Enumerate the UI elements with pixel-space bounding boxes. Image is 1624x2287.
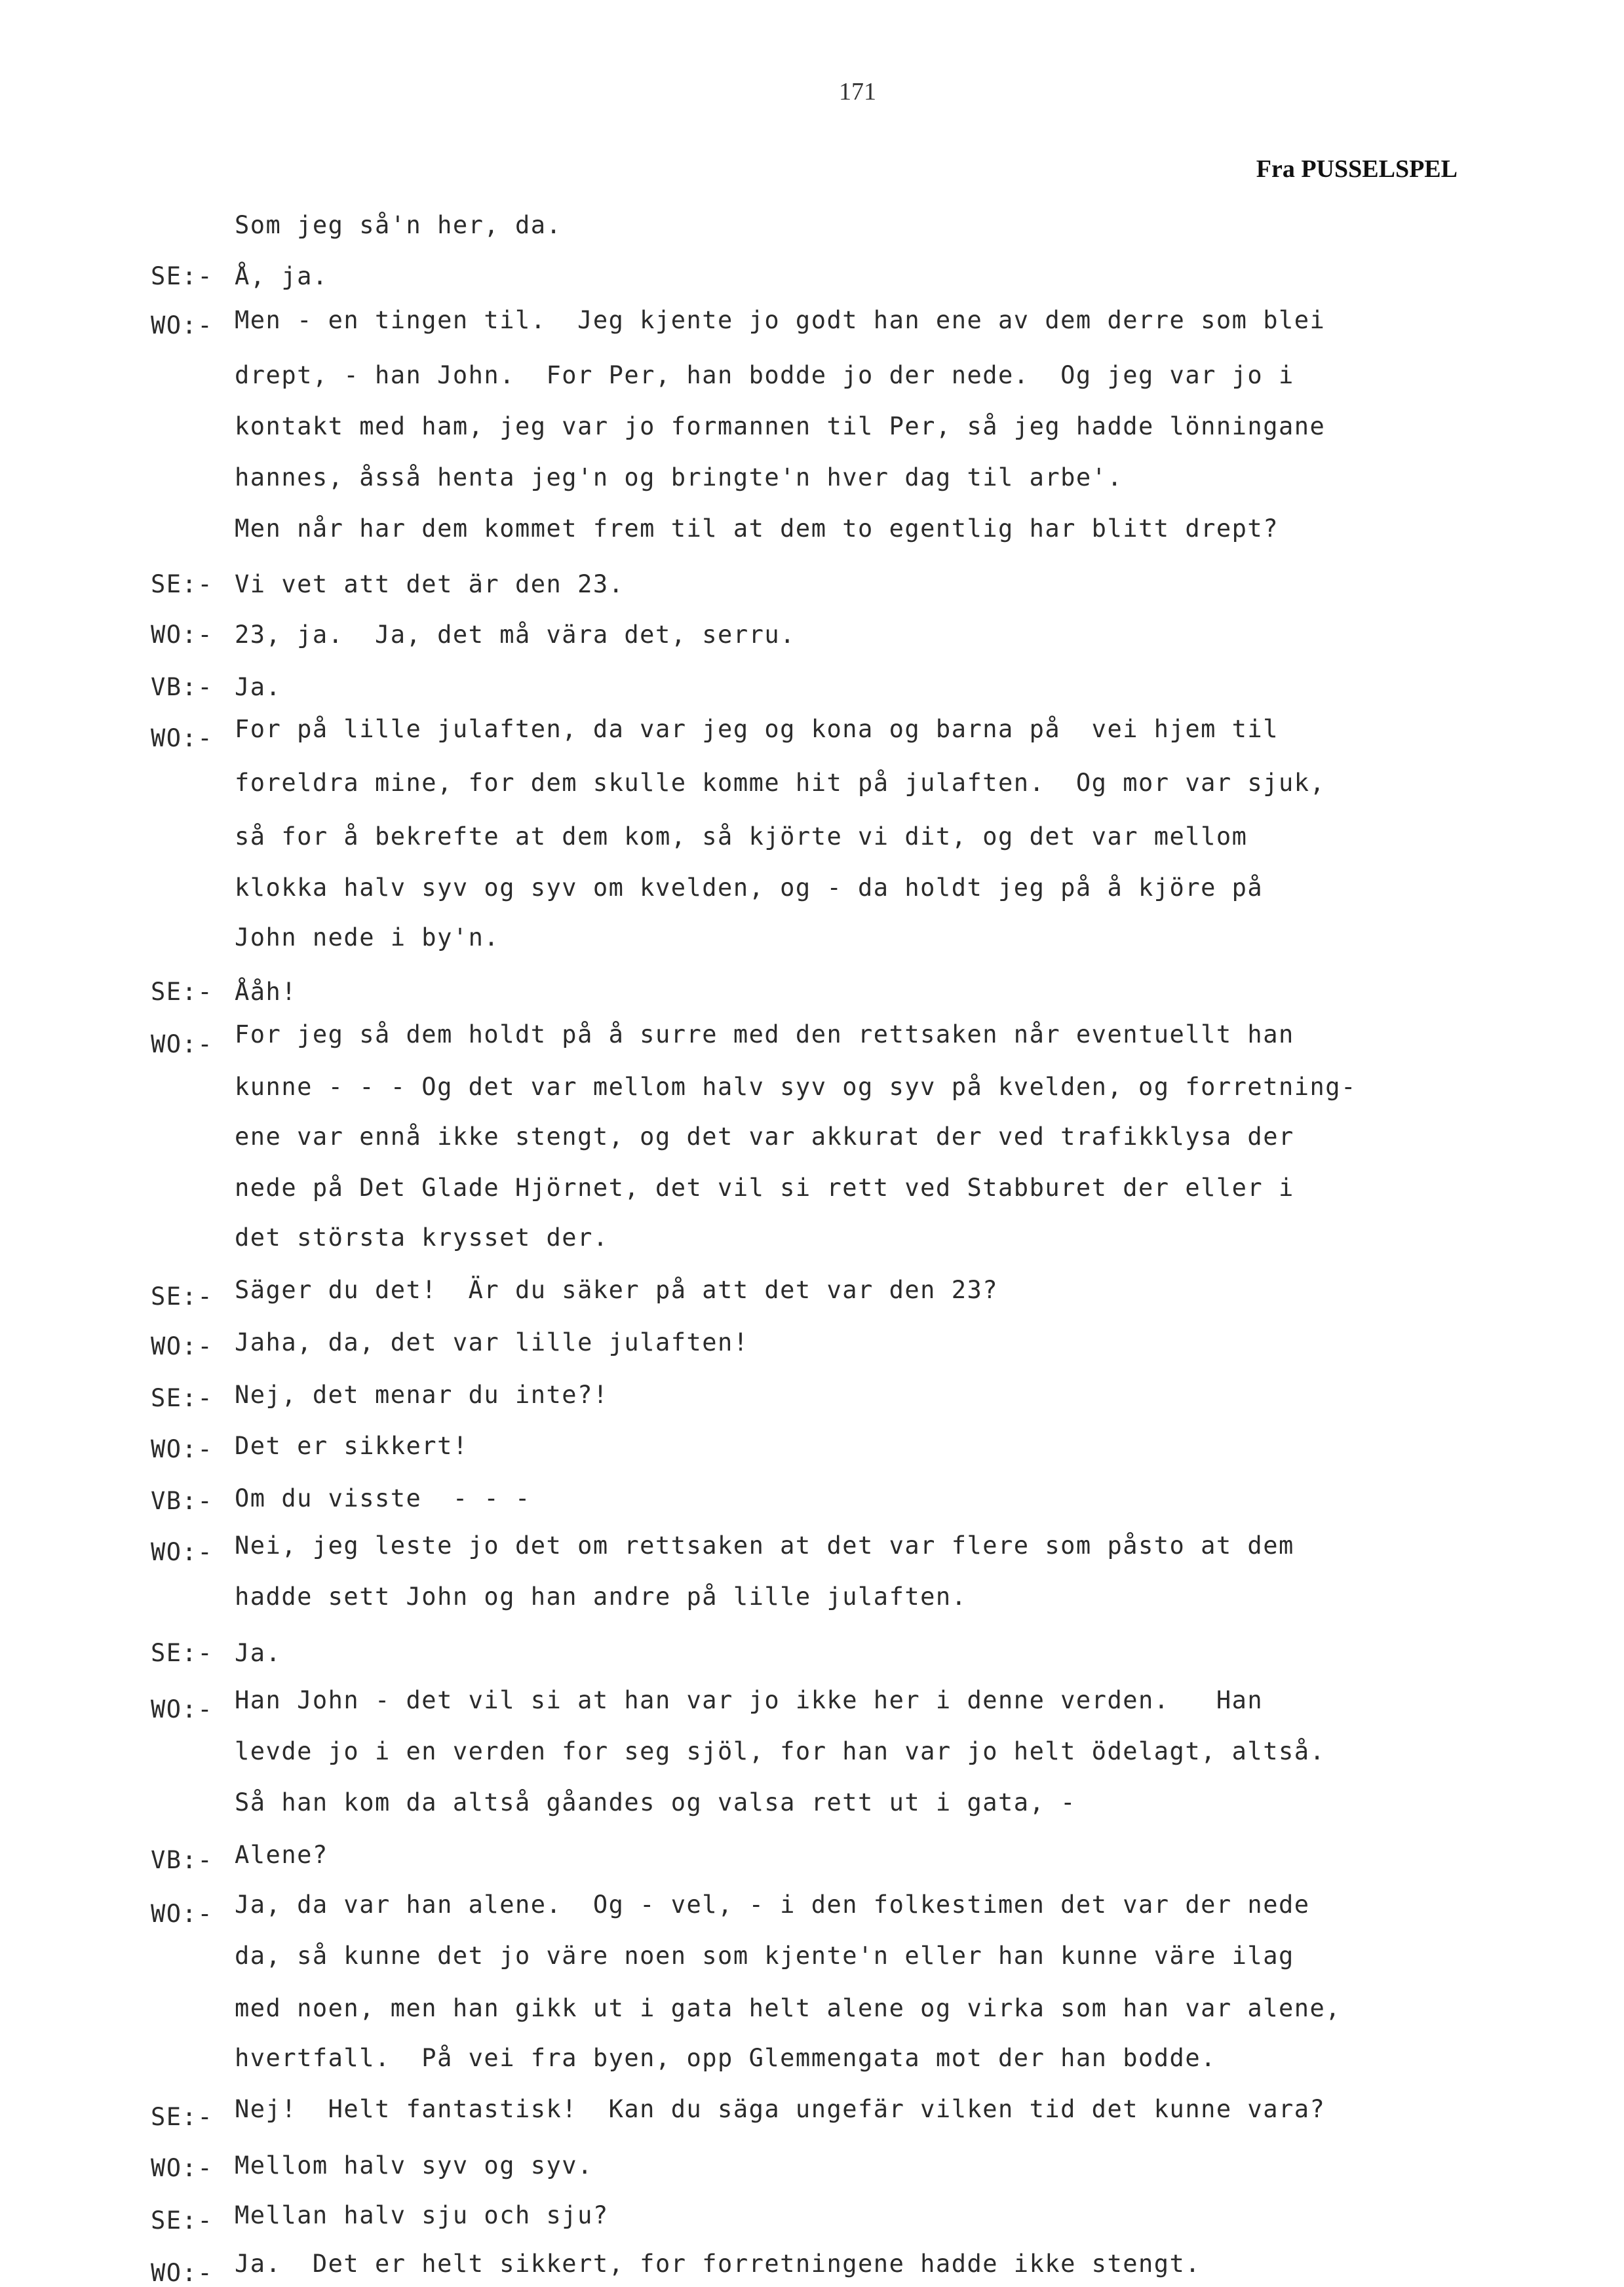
transcript-line: Mellom halv syv og syv. <box>235 2151 593 2180</box>
transcript-line: Alene? <box>235 1841 328 1869</box>
transcript-line: det största krysset der. <box>235 1223 609 1252</box>
transcript-line: Säger du det! Är du säker på att det var den 23? <box>235 1276 999 1304</box>
transcript-line: Om du visste - - - <box>235 1484 531 1512</box>
transcript-line: hadde sett John og han andre på lille julaften. <box>235 1583 967 1611</box>
transcript-line: kontakt med ham, jeg var jo formannen til Per, så jeg hadde lönningane <box>235 412 1326 440</box>
page-number: 171 <box>839 78 876 106</box>
transcript-line: Mellan halv sju och sju? <box>235 2201 609 2229</box>
speaker-label: WO:- <box>151 1435 214 1463</box>
transcript-line: Så han kom da altså gåandes og valsa rett ut i gata, - <box>235 1788 1076 1816</box>
transcript-line: For på lille julaften, da var jeg og kona og barna på vei hjem til <box>235 715 1279 743</box>
transcript-line: klokka halv syv og syv om kvelden, og - da holdt jeg på å kjöre på <box>235 874 1264 902</box>
speaker-label: WO:- <box>151 1030 214 1058</box>
transcript-line: Det er sikkert! <box>235 1432 469 1460</box>
transcript-line: John nede i by'n. <box>235 923 500 951</box>
header-title: Fra PUSSELSPEL <box>1256 155 1458 183</box>
speaker-label: VB:- <box>151 673 214 701</box>
transcript-line: Nej, det menar du inte?! <box>235 1381 609 1409</box>
speaker-label: WO:- <box>151 621 214 649</box>
transcript-line: kunne - - - Og det var mellom halv syv og syv på kvelden, og forretning- <box>235 1073 1357 1101</box>
speaker-label: SE:- <box>151 1384 214 1412</box>
transcript-line: Vi vet att det är den 23. <box>235 570 625 598</box>
speaker-label: SE:- <box>151 2103 214 2131</box>
speaker-label: WO:- <box>151 2154 214 2182</box>
speaker-label: WO:- <box>151 1538 214 1566</box>
transcript-line: levde jo i en verden for seg sjöl, for han var jo helt ödelagt, altså. <box>235 1737 1326 1765</box>
transcript-line: Ja. <box>235 673 282 701</box>
speaker-label: SE:- <box>151 2206 214 2235</box>
transcript-line: hannes, åsså henta jeg'n og bringte'n hver dag til arbe'. <box>235 463 1123 491</box>
speaker-label: SE:- <box>151 570 214 598</box>
transcript-line: For jeg så dem holdt på å surre med den rettsaken når eventuellt han <box>235 1020 1294 1048</box>
transcript-line: Nei, jeg leste jo det om rettsaken at det var flere som påsto at dem <box>235 1531 1294 1560</box>
speaker-label: VB:- <box>151 1487 214 1515</box>
transcript-line: 23, ja. Ja, det må vära det, serru. <box>235 621 796 649</box>
transcript-line: så for å bekrefte at dem kom, så kjörte vi dit, og det var mellom <box>235 822 1248 851</box>
speaker-label: WO:- <box>151 1900 214 1928</box>
speaker-label: WO:- <box>151 2259 214 2287</box>
speaker-label: SE:- <box>151 262 214 290</box>
speaker-label: WO:- <box>151 1695 214 1723</box>
transcript-line: med noen, men han gikk ut i gata helt alene og virka som han var alene, <box>235 1994 1342 2022</box>
speaker-label: SE:- <box>151 1639 214 1667</box>
transcript-line: Men når har dem kommet frem til at dem to egentlig har blitt drept? <box>235 514 1279 543</box>
transcript-line: Ååh! <box>235 978 298 1006</box>
speaker-label: WO:- <box>151 724 214 752</box>
transcript-line: da, så kunne det jo väre noen som kjente'n eller han kunne väre ilag <box>235 1942 1294 1970</box>
transcript-line: Han John - det vil si at han var jo ikke her i denne verden. Han <box>235 1686 1264 1714</box>
transcript-line: Men - en tingen til. Jeg kjente jo godt han ene av dem derre som blei <box>235 306 1326 334</box>
transcript-line: Ja. Det er helt sikkert, for forretningene hadde ikke stengt. <box>235 2250 1201 2278</box>
transcript-line: nede på Det Glade Hjörnet, det vil si rett ved Stabburet der eller i <box>235 1174 1294 1202</box>
speaker-label: WO:- <box>151 311 214 339</box>
transcript-line: Nej! Helt fantastisk! Kan du säga ungefär vilken tid det kunne vara? <box>235 2095 1326 2123</box>
speaker-label: WO:- <box>151 1332 214 1360</box>
transcript-line: Som jeg så'n her, da. <box>235 211 562 239</box>
transcript-line: ene var ennå ikke stengt, og det var akkurat der ved trafikklysa der <box>235 1123 1294 1151</box>
transcript-line: hvertfall. På vei fra byen, opp Glemmengata mot der han bodde. <box>235 2044 1216 2072</box>
transcript-line: Ja. <box>235 1639 282 1667</box>
transcript-line: foreldra mine, for dem skulle komme hit på julaften. Og mor var sjuk, <box>235 769 1326 797</box>
transcript-line: Jaha, da, det var lille julaften! <box>235 1328 749 1356</box>
transcript-line: Å, ja. <box>235 262 328 290</box>
transcript-line: Ja, da var han alene. Og - vel, - i den folkestimen det var der nede <box>235 1891 1310 1919</box>
speaker-label: SE:- <box>151 1282 214 1311</box>
speaker-label: VB:- <box>151 1846 214 1874</box>
speaker-label: SE:- <box>151 978 214 1006</box>
transcript-line: drept, - han John. For Per, han bodde jo der nede. Og jeg var jo i <box>235 361 1294 389</box>
